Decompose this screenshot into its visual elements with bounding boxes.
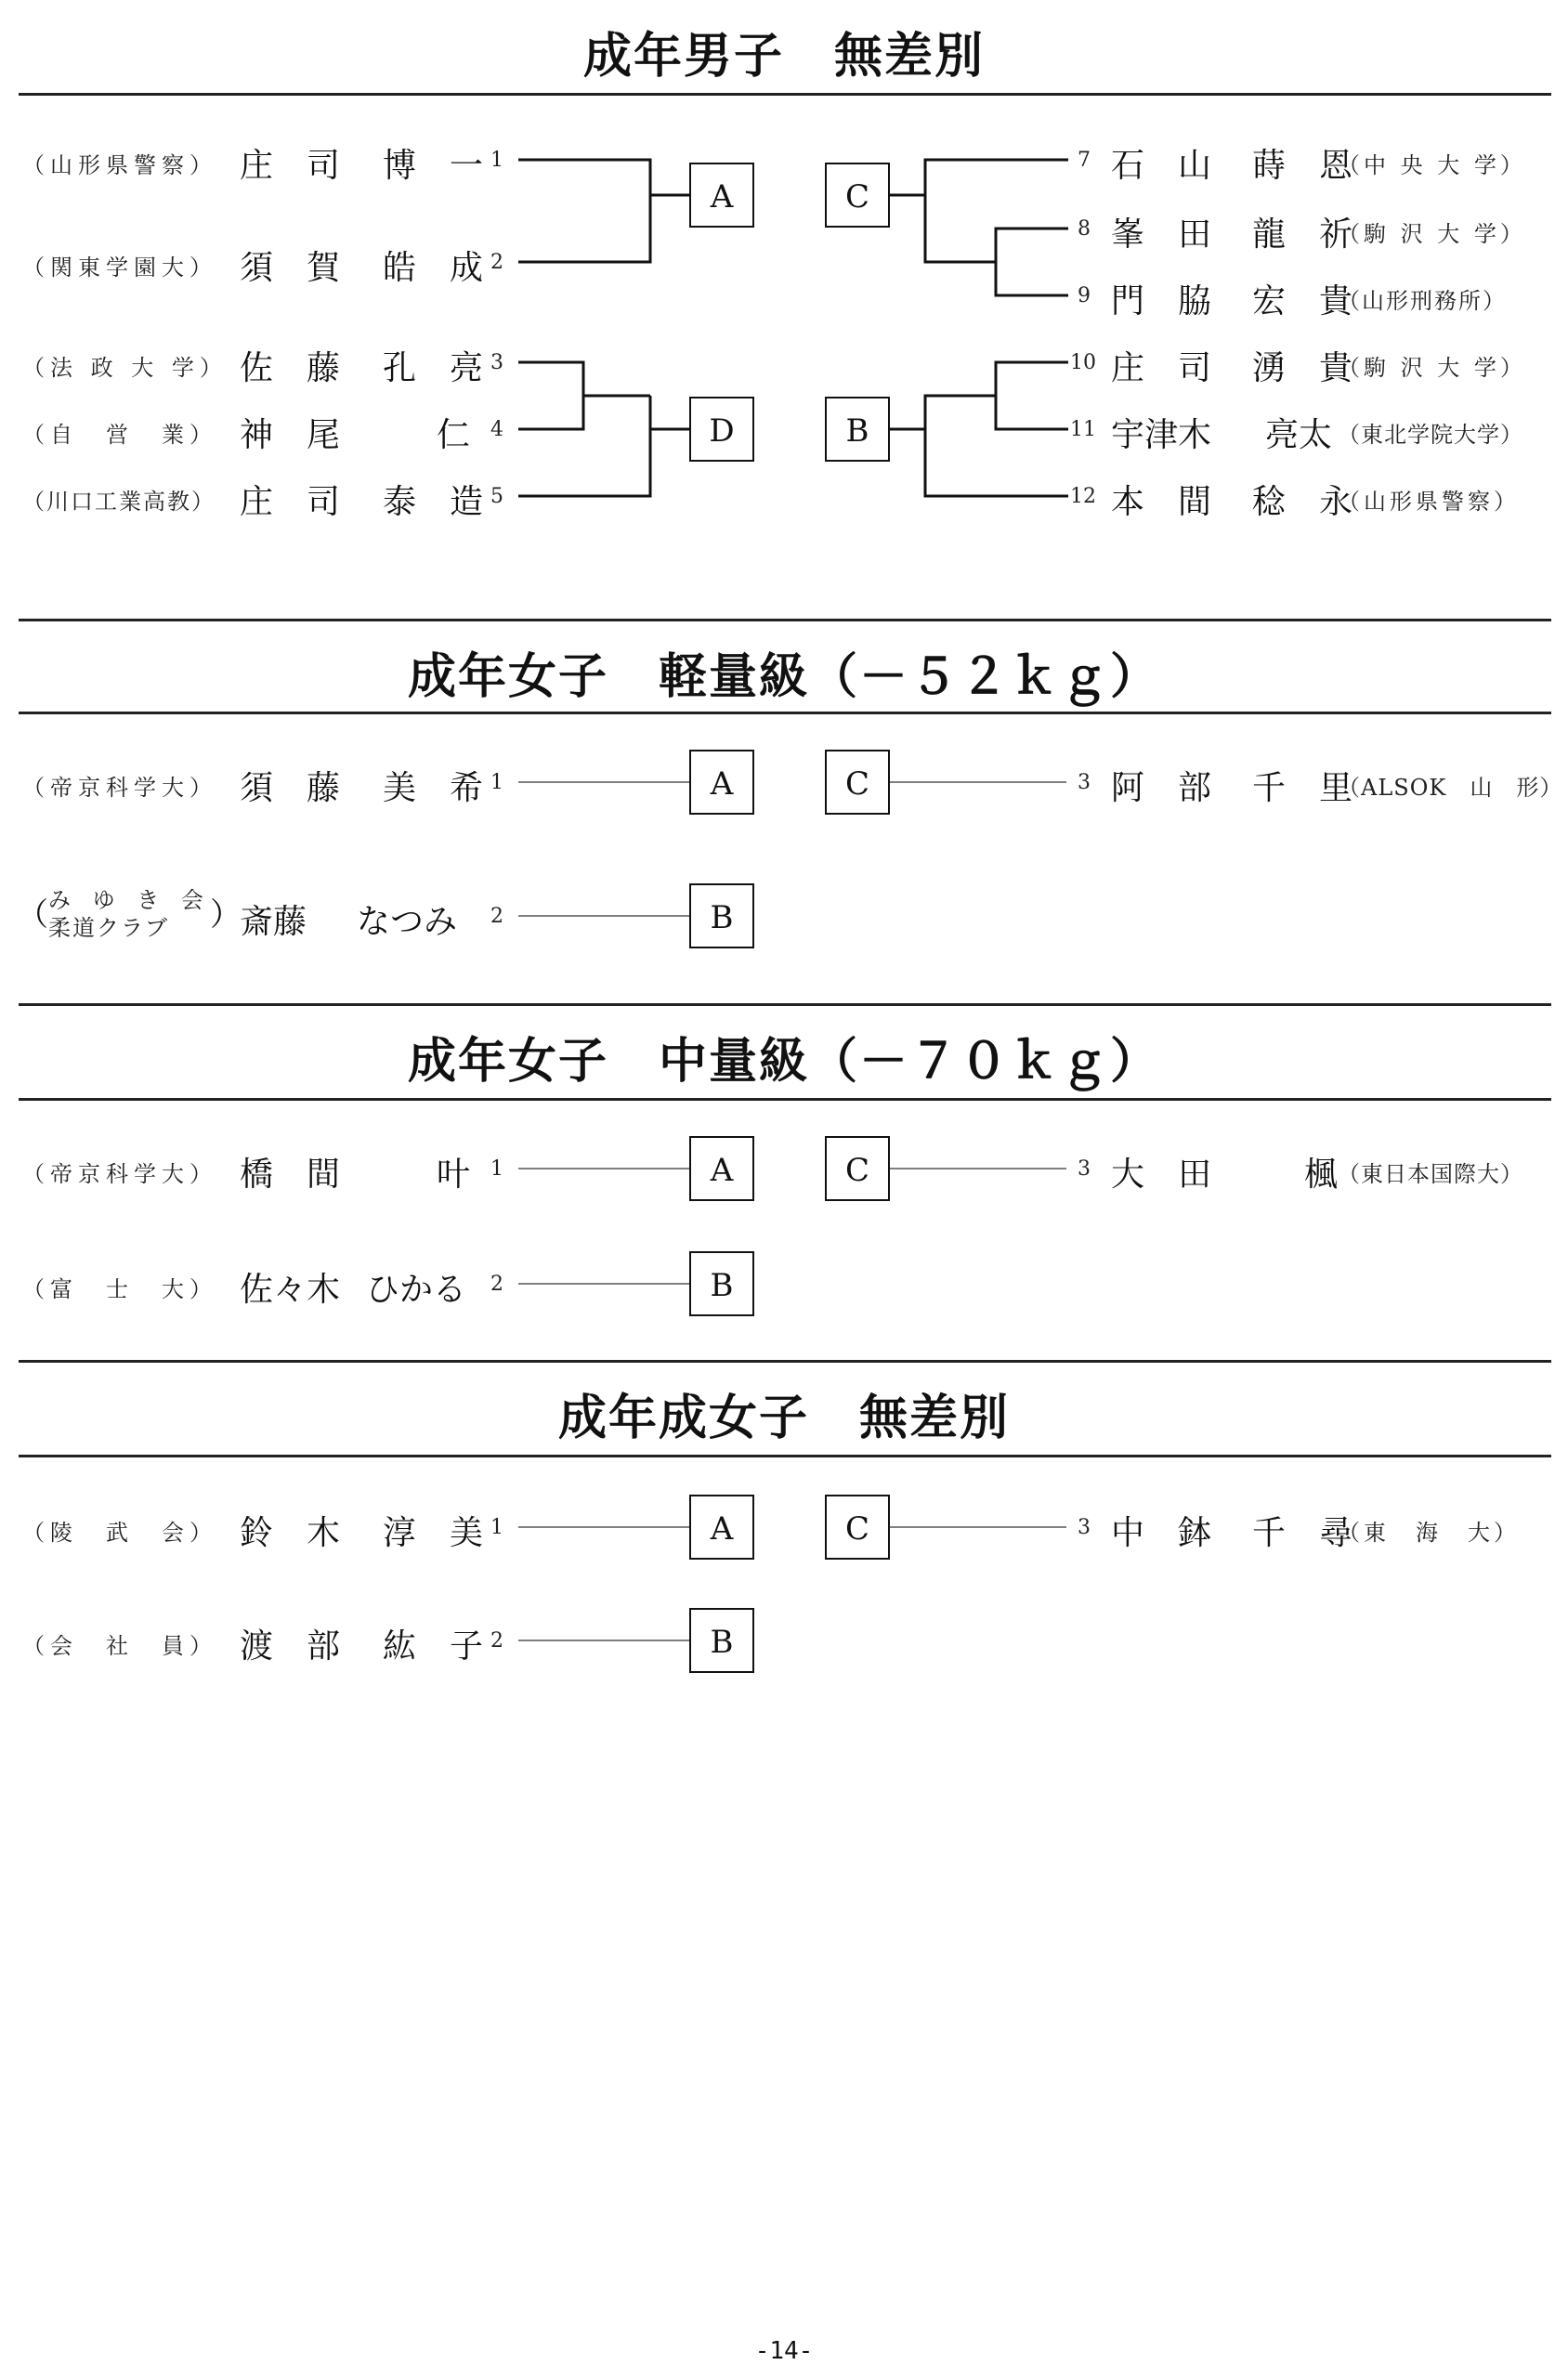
affiliation-line2: 柔道クラブ xyxy=(48,915,169,941)
athlete-given-name: ひかる xyxy=(366,1271,467,1309)
entry-number: 1 xyxy=(490,771,503,794)
affiliation-line1: み ゆ き 会 xyxy=(48,887,211,913)
entry-number: 2 xyxy=(490,905,503,928)
section-rule xyxy=(19,1003,1551,1006)
athlete-family-name: 須 藤 xyxy=(240,769,341,807)
section-title: 成年男子 無差別 xyxy=(582,28,985,85)
athlete-given-name: 楓 xyxy=(1304,1156,1339,1194)
athlete-family-name: 庄 司 xyxy=(1111,349,1212,387)
section-rule xyxy=(19,1360,1551,1363)
athlete-given-name: 皓 成 xyxy=(383,249,484,287)
affiliation-close-paren: ） xyxy=(210,896,242,934)
athlete-given-name: なつみ xyxy=(357,903,458,941)
athlete-family-name: 橋 間 xyxy=(240,1156,341,1194)
athlete-given-name: 淳 美 xyxy=(383,1514,484,1552)
pool-c-box: C xyxy=(825,163,890,228)
entry-number: 2 xyxy=(490,1273,503,1296)
athlete-family-name: 石 山 xyxy=(1111,147,1212,185)
athlete-family-name: 渡 部 xyxy=(240,1627,341,1666)
athlete-given-name: 孔 亮 xyxy=(383,349,484,387)
section-rule xyxy=(19,619,1551,621)
pool-b-box: B xyxy=(689,1251,754,1316)
athlete-family-name: 宇津木 xyxy=(1111,416,1212,454)
athlete-family-name: 阿 部 xyxy=(1111,769,1212,807)
athlete-family-name: 大 田 xyxy=(1111,1156,1212,1194)
affiliation: （会 社 員） xyxy=(22,1633,217,1659)
athlete-family-name: 佐 藤 xyxy=(240,349,341,387)
section-title: 成年成女子 無差別 xyxy=(557,1390,1010,1446)
entry-number: 10 xyxy=(1070,351,1096,374)
entry-number: 3 xyxy=(1078,1516,1091,1539)
athlete-given-name: 千 尋 xyxy=(1252,1514,1353,1552)
athlete-given-name: 泰 造 xyxy=(383,483,484,521)
athlete-given-name: 湧 貴 xyxy=(1252,349,1353,387)
entry-number: 1 xyxy=(490,1157,503,1181)
athlete-given-name: 宏 貴 xyxy=(1252,282,1353,320)
title-rule xyxy=(19,1098,1551,1101)
athlete-family-name: 庄 司 xyxy=(240,483,341,521)
athlete-family-name: 庄 司 xyxy=(240,147,341,185)
affiliation: （富 士 大） xyxy=(22,1276,217,1302)
title-rule xyxy=(19,1455,1551,1457)
pool-a-box: A xyxy=(689,750,754,815)
entry-number: 9 xyxy=(1078,284,1091,307)
entry-number: 1 xyxy=(490,149,503,172)
athlete-family-name: 鈴 木 xyxy=(240,1514,341,1552)
affiliation: （山形刑務所） xyxy=(1338,288,1507,314)
section-title: 成年女子 中量級（－７０ｋｇ） xyxy=(407,1033,1160,1090)
athlete-given-name: 亮太 xyxy=(1265,416,1333,454)
pool-b-box: B xyxy=(825,397,890,462)
entry-number: 12 xyxy=(1070,485,1096,508)
athlete-family-name: 佐々木 xyxy=(240,1271,341,1309)
affiliation: （法 政 大 学） xyxy=(22,355,228,381)
athlete-given-name: 叶 xyxy=(437,1156,471,1194)
athlete-family-name: 門 脇 xyxy=(1111,282,1212,320)
pool-b-box: B xyxy=(689,883,754,948)
pool-a-box: A xyxy=(689,1495,754,1560)
affiliation: （陵 武 会） xyxy=(22,1520,217,1546)
entry-number: 2 xyxy=(490,251,503,274)
entry-number: 5 xyxy=(490,485,503,508)
athlete-given-name: 蒔 恩 xyxy=(1252,147,1353,185)
affiliation: （山形県警察） xyxy=(22,152,217,178)
athlete-family-name: 斎藤 xyxy=(240,903,307,941)
athlete-given-name: 仁 xyxy=(437,416,471,454)
section-title: 成年女子 軽量級（－５２ｋｇ） xyxy=(407,648,1160,705)
athlete-family-name: 神 尾 xyxy=(240,416,341,454)
affiliation: （東日本国際大） xyxy=(1338,1161,1523,1187)
entry-number: 8 xyxy=(1078,217,1091,241)
athlete-family-name: 峯 田 xyxy=(1111,216,1212,254)
pool-b-box: B xyxy=(689,1608,754,1673)
entry-number: 3 xyxy=(1078,1157,1091,1181)
affiliation: （ALSOK 山 形） xyxy=(1338,775,1563,801)
athlete-family-name: 須 賀 xyxy=(240,249,341,287)
affiliation: （関東学園大） xyxy=(22,255,217,281)
affiliation: （自 営 業） xyxy=(22,422,217,448)
athlete-given-name: 博 一 xyxy=(383,147,484,185)
entry-number: 3 xyxy=(1078,771,1091,794)
pool-c-box: C xyxy=(825,750,890,815)
entry-number: 11 xyxy=(1070,418,1096,441)
pool-a-box: A xyxy=(689,1136,754,1201)
affiliation: （東 海 大） xyxy=(1338,1520,1520,1546)
athlete-given-name: 稔 永 xyxy=(1252,483,1353,521)
page-number: -14- xyxy=(754,2337,814,2365)
pool-c-box: C xyxy=(825,1136,890,1201)
affiliation: （川口工業高教） xyxy=(22,489,216,515)
pool-c-box: C xyxy=(825,1495,890,1560)
entry-number: 2 xyxy=(490,1629,503,1653)
title-rule xyxy=(19,93,1551,96)
athlete-family-name: 本 間 xyxy=(1111,483,1212,521)
entry-number: 7 xyxy=(1078,149,1091,172)
entry-number: 1 xyxy=(490,1516,503,1539)
affiliation: （帝京科学大） xyxy=(22,1161,217,1187)
athlete-given-name: 紘 子 xyxy=(383,1627,484,1666)
affiliation: （東北学院大学） xyxy=(1338,422,1523,448)
title-rule xyxy=(19,712,1551,714)
pool-d-box: D xyxy=(689,397,754,462)
entry-number: 4 xyxy=(490,418,503,441)
athlete-family-name: 中 鉢 xyxy=(1111,1514,1212,1552)
pool-a-box: A xyxy=(689,163,754,228)
affiliation: （駒 沢 大 学） xyxy=(1338,221,1526,247)
affiliation: （駒 沢 大 学） xyxy=(1338,355,1526,381)
affiliation: （帝京科学大） xyxy=(22,775,217,801)
affiliation: （山形県警察） xyxy=(1338,489,1520,515)
affiliation-open-paren: （ xyxy=(17,896,48,934)
entry-number: 3 xyxy=(490,351,503,374)
athlete-given-name: 龍 祈 xyxy=(1252,216,1353,254)
affiliation: （中 央 大 学） xyxy=(1338,152,1526,178)
athlete-given-name: 千 里 xyxy=(1252,769,1353,807)
athlete-given-name: 美 希 xyxy=(383,769,484,807)
